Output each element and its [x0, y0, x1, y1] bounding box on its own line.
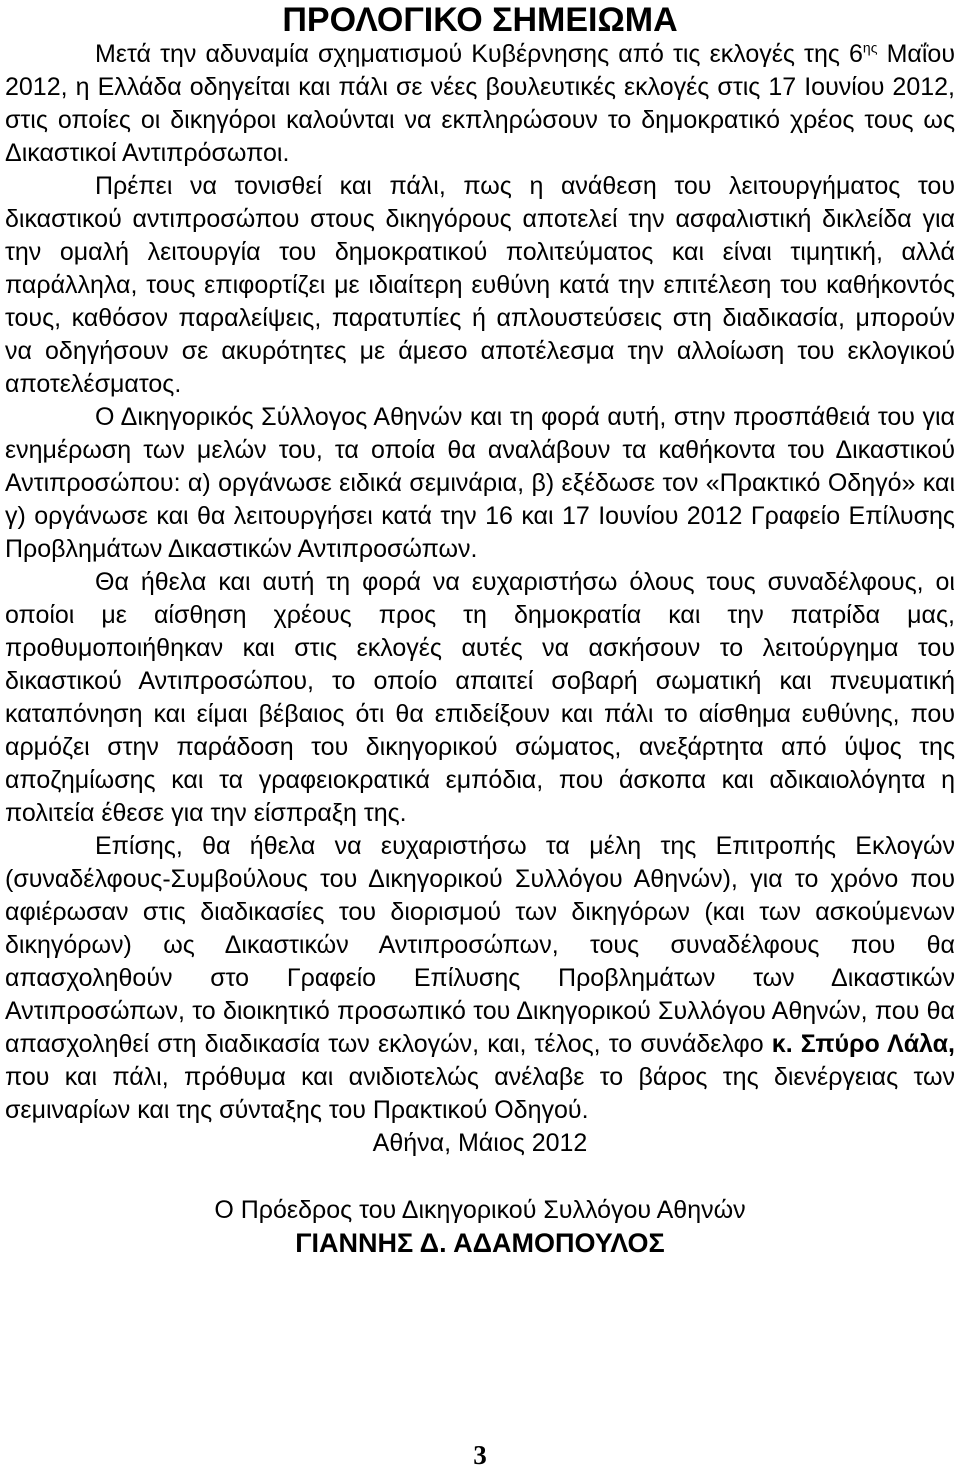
paragraph-thanks-committee	[5, 830, 955, 1127]
paragraph-association-actions: Ο Δικηγορικός Σύλλογος Αθηνών και τη φορά αυτή, στην προσπάθειά του για ενημέρωση των μελών του, τα οποία θα αναλάβουν τα καθήκοντα του Δικαστικού Αντιπροσώπου: α) οργάνωσε ειδικά σεμινάρια, β) εξέδωσε τον «Πρακτικό Οδηγό» και γ) οργάνωσε και θα λειτουργήσει κατά την 16 και 17 Ιουνίου 2012 Γραφείο Επίλυσης Προβλημάτων Δικαστικών Αντιπροσώπων.	[5, 403, 955, 563]
signature-title: Ο Πρόεδρος του Δικηγορικού Συλλόγου Αθηνών	[214, 1196, 746, 1224]
colleague-name-bold: κ. Σπύρο Λάλα,	[771, 1030, 955, 1058]
paragraph-thanks-committee-text-a: Επίσης, θα ήθελα να ευχαριστήσω τα μέλη της Επιτροπής Εκλογών (συναδέλφους-Συμβούλους του Δικηγορικού Συλλόγου Αθηνών), για το χρόνο που αφιέρωσαν στις διαδικασίες του διορισμού των δικηγόρων (και των ασκούμενων δικηγόρων) ως Δικαστικών Αντιπροσώπων, τους συναδέλφους που θα απασχοληθούν στο Γραφείο Επίλυσης Προβλημάτων των Δικαστικών Αντιπροσώπων, το διοικητικό προσωπικό του Δικηγορικού Συλλόγου Αθηνών, που θα απασχοληθεί στη διαδικασία των εκλογών, και, τέλος, το συνάδελφο	[5, 832, 955, 1058]
paragraph-thanks-colleagues: Θα ήθελα και αυτή τη φορά να ευχαριστήσω όλους τους συναδέλφους, οι οποίοι με αίσθηση χρέους προς τη δημοκρατία και την πατρίδα μας, προθυμοποιήθηκαν και στις εκλογές αυτές να ασκήσουν το λειτούργημα του δικαστικού Αντιπροσώπου, το οποίο απαιτεί σοβαρή σωματική και πνευματική καταπόνηση και είμαι βέβαιος ότι θα επιδείξουν και πάλι το αίσθημα ευθύνης, που αρμόζει στην παράδοση του δικηγορικού σώματος, ανεξάρτητα από ύψος της αποζημίωσης και τα γραφειοκρατικά εμπόδια, που άσκοπα και αδικαιολόγητα η πολιτεία έθεσε για την είσπραξη της.	[5, 568, 955, 827]
ordinal-superscript: ης	[862, 39, 878, 56]
place-and-date: Αθήνα, Μάιος 2012	[372, 1129, 588, 1157]
paragraph-responsibility: Πρέπει να τονισθεί και πάλι, πως η ανάθεση του λειτουργήματος του δικαστικού αντιπροσώπου στους δικηγόρους αποτελεί την ασφαλιστική δικλείδα για την ομαλή λειτουργία του δημοκρατικού πολιτεύματος και είναι τιμητική, αλλά παράλληλα, τους επιφορτίζει με ιδιαίτερη ευθύνη κατά την επιτέλεση του καθήκοντός τους, καθόσον παραλείψεις, παρατυπίες ή απλουστεύσεις στη διαδικασία, μπορούν να οδηγήσουν σε ακυρότητες με άμεσο αποτέλεσμα την αλλοίωση του εκλογικού αποτελέσματος.	[5, 172, 955, 398]
paragraph-thanks-committee-text-b: που και πάλι, πρόθυμα και ανιδιοτελώς ανέλαβε το βάρος της διενέργειας των σεμιναρίων και της σύνταξης του Πρακτικού Οδηγού.	[5, 1063, 955, 1124]
document-title: ΠΡΟΛΟΓΙΚΟ ΣΗΜΕΙΩΜΑ	[282, 1, 678, 39]
paragraph-intro-text-b: Μαΐου 2012, η Ελλάδα οδηγείται και πάλι σε νέες βουλευτικές εκλογές στις 17 Ιουνίου 2012, στις οποίες οι δικηγόροι καλούνται να εκπληρώσουν το δημοκρατικό χρέος τους ως Δικαστικοί Αντιπρόσωποι.	[5, 40, 955, 167]
paragraph-intro-text-a: Μετά την αδυναμία σχηματισμού Κυβέρνησης από τις εκλογές της 6	[95, 40, 863, 68]
page-number: 3	[473, 1440, 487, 1470]
paragraph-intro	[5, 38, 955, 170]
signature-name: ΓΙΑΝΝΗΣ Δ. ΑΔΑΜΟΠΟΥΛΟΣ	[295, 1228, 665, 1258]
document-page	[5, 0, 955, 1260]
